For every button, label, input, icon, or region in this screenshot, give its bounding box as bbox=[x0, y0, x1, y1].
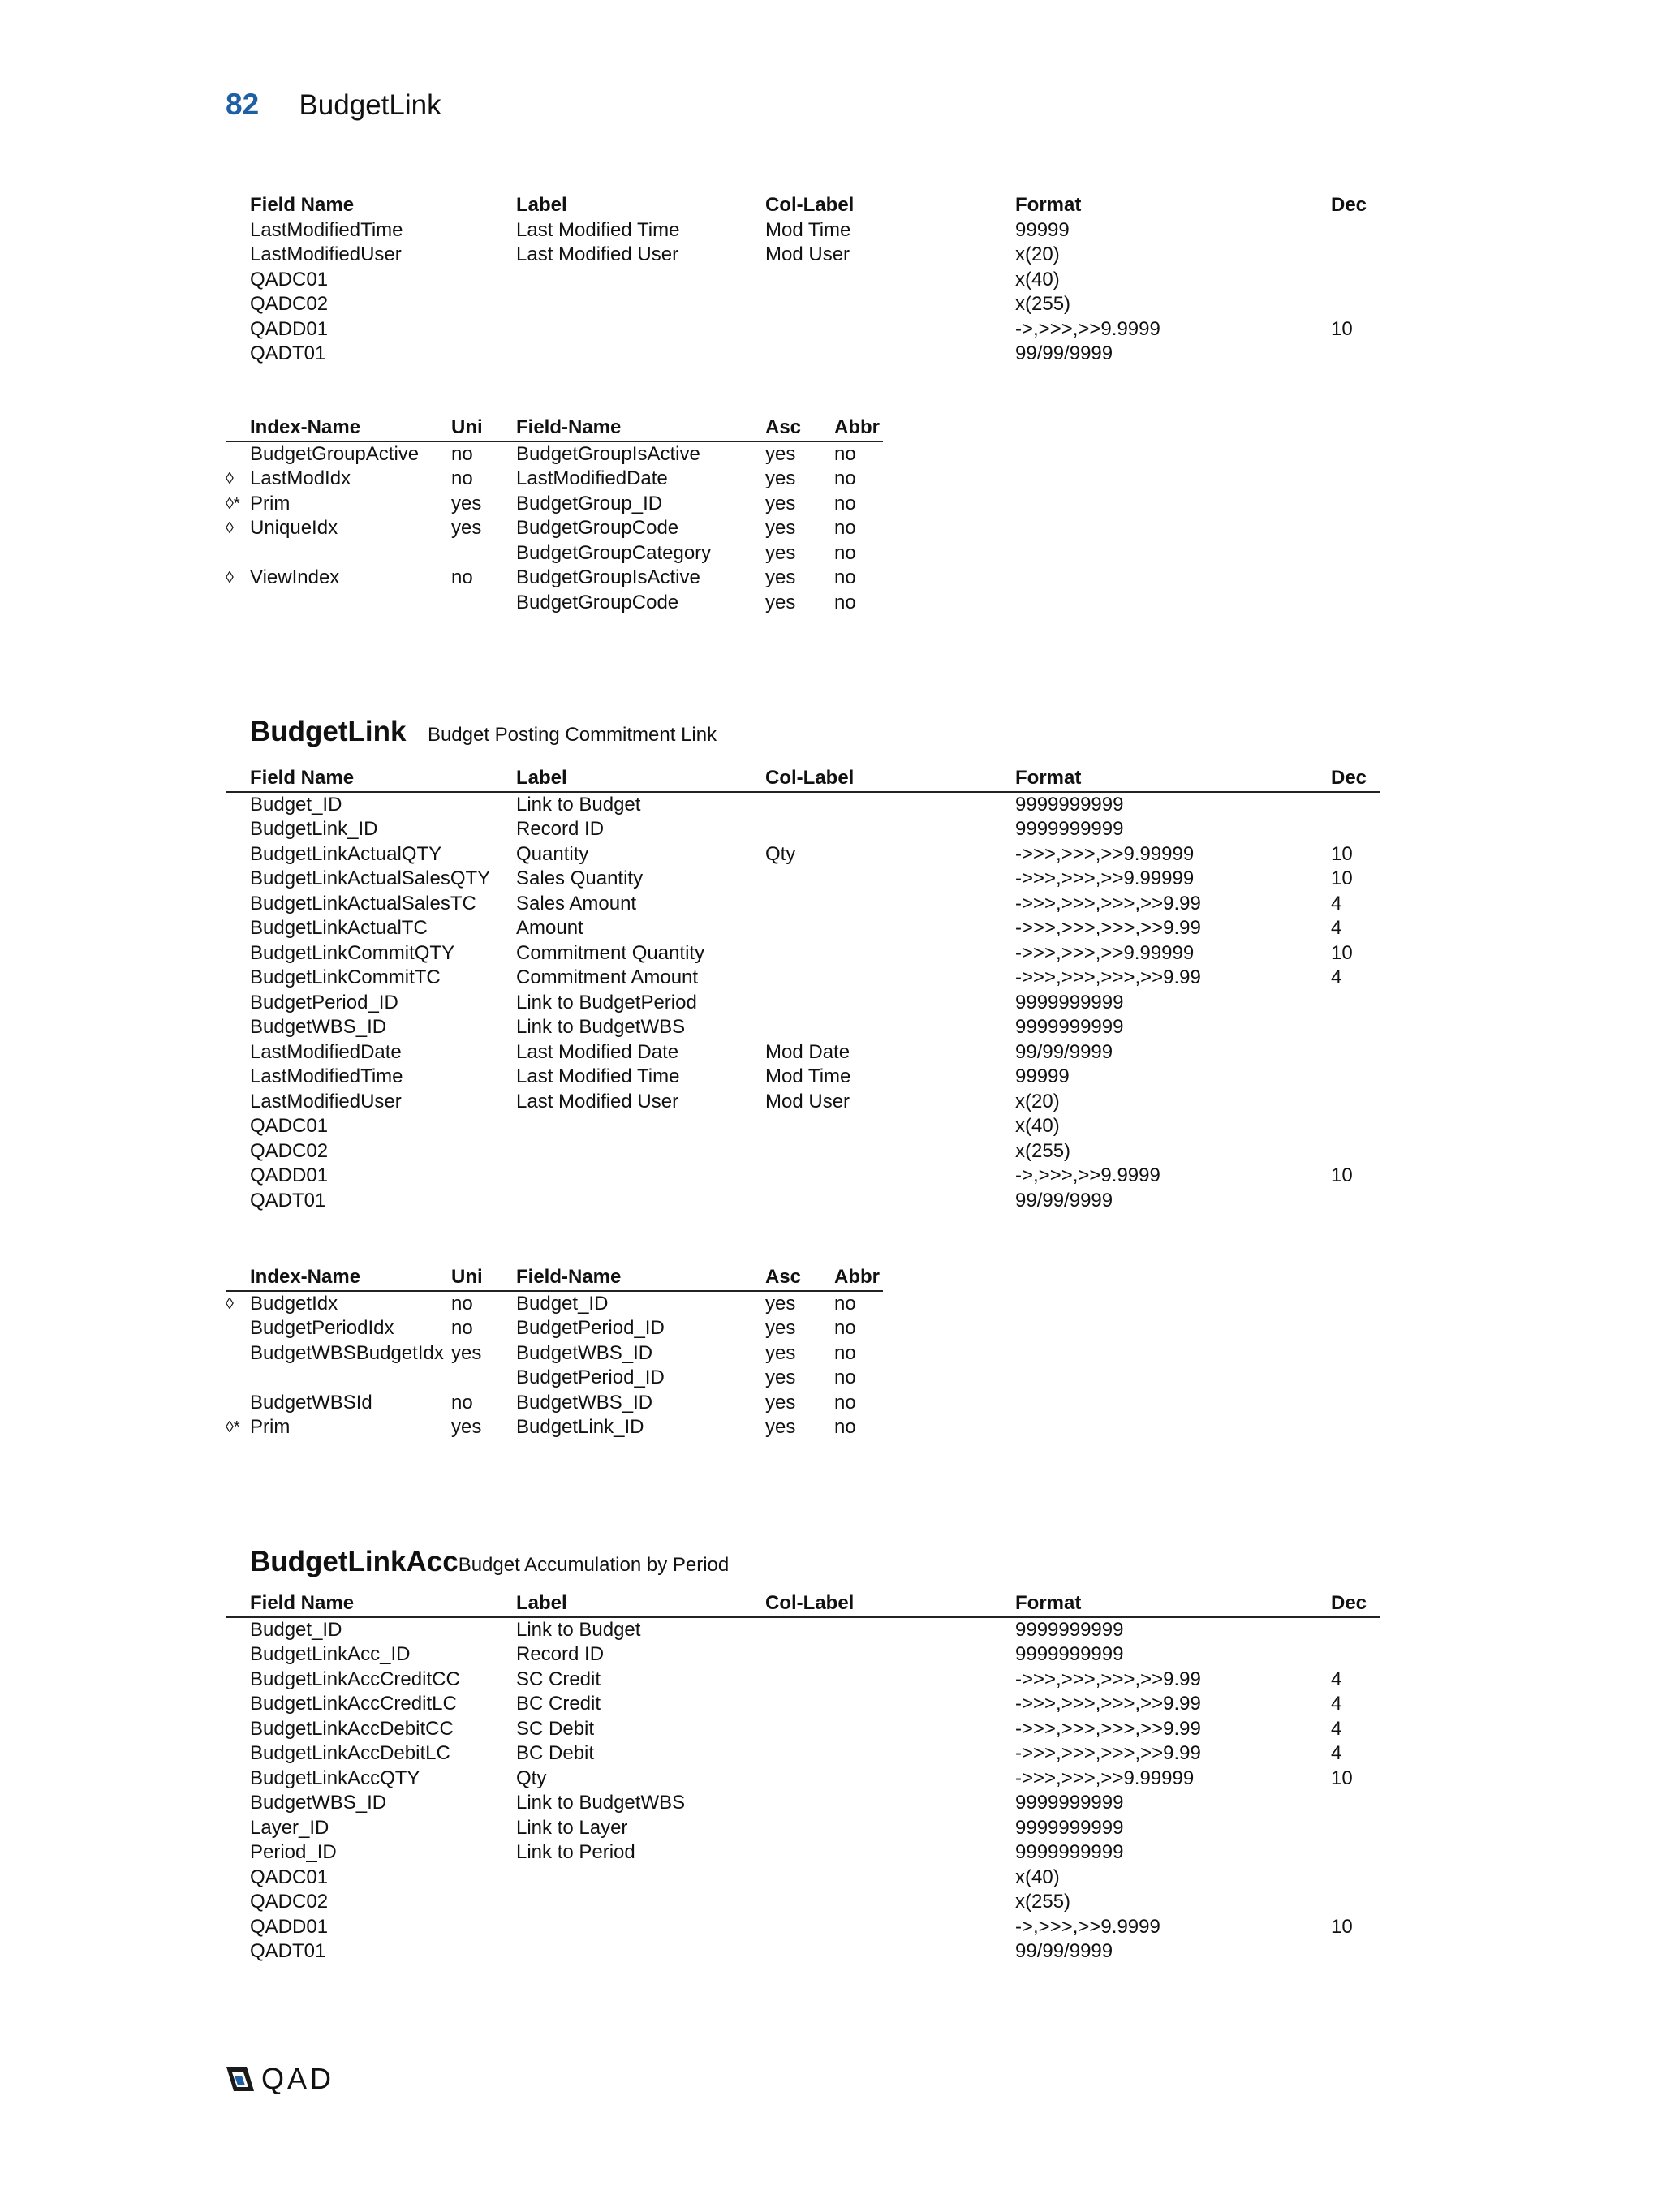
index-abbr: no bbox=[834, 566, 856, 588]
field-name: QADT01 bbox=[250, 1189, 326, 1211]
index-uni: yes bbox=[451, 517, 482, 539]
field-label: SC Debit bbox=[516, 1717, 595, 1740]
field-label: Link to BudgetWBS bbox=[516, 1792, 686, 1814]
field-format: ->>>,>>>,>>>,>>9.99 bbox=[1015, 966, 1201, 988]
table-row bbox=[226, 268, 1380, 293]
table-row bbox=[226, 467, 883, 492]
index-field-name: BudgetLink_ID bbox=[516, 1416, 644, 1438]
field-name: LastModifiedUser bbox=[250, 243, 402, 265]
index-name: BudgetIdx bbox=[250, 1292, 338, 1315]
field-col-label: Mod Date bbox=[765, 1040, 850, 1063]
header-col-label: Col-Label bbox=[765, 194, 855, 216]
field-format: 9999999999 bbox=[1015, 1841, 1124, 1863]
table-row bbox=[226, 1717, 1380, 1742]
field-dec: 10 bbox=[1331, 1915, 1353, 1938]
index-asc: yes bbox=[765, 566, 796, 588]
page-header bbox=[226, 88, 441, 122]
field-label: Link to Layer bbox=[516, 1816, 628, 1839]
field-format: 9999999999 bbox=[1015, 991, 1124, 1013]
field-name: BudgetLinkAcc_ID bbox=[250, 1643, 411, 1665]
table-row bbox=[226, 566, 883, 591]
field-format: ->>>,>>>,>>>,>>9.99 bbox=[1015, 1717, 1201, 1740]
index-abbr: no bbox=[834, 467, 856, 489]
table-row bbox=[226, 1189, 1380, 1214]
field-label: Last Modified Time bbox=[516, 218, 680, 241]
field-label: Last Modified User bbox=[516, 1090, 679, 1112]
field-format: ->,>>>,>>9.9999 bbox=[1015, 317, 1160, 340]
field-dec: 10 bbox=[1331, 867, 1353, 889]
section-title-budgetlink bbox=[250, 716, 717, 748]
index-asc: yes bbox=[765, 492, 796, 514]
index-table-header bbox=[226, 415, 883, 441]
field-name: Budget_ID bbox=[250, 1618, 342, 1641]
table-row bbox=[226, 317, 1380, 342]
index-uni: no bbox=[451, 1317, 473, 1339]
field-format: ->>>,>>>,>>>,>>9.99 bbox=[1015, 917, 1201, 939]
field-name: BudgetWBS_ID bbox=[250, 1016, 387, 1038]
header-abbr: Abbr bbox=[834, 416, 880, 438]
table-row bbox=[226, 1939, 1380, 1965]
field-format: ->,>>>,>>9.9999 bbox=[1015, 1164, 1160, 1186]
field-format: 99/99/9999 bbox=[1015, 1189, 1113, 1211]
field-label: Record ID bbox=[516, 1643, 605, 1665]
field-table-header bbox=[226, 766, 1380, 791]
index-uni: no bbox=[451, 566, 473, 588]
table-row bbox=[226, 1415, 883, 1440]
index-marker: ◊* bbox=[226, 1418, 240, 1436]
field-table-header bbox=[226, 193, 1380, 218]
field-format: x(255) bbox=[1015, 1139, 1071, 1162]
table-row bbox=[226, 1618, 1380, 1643]
field-name: BudgetLinkAccDebitLC bbox=[250, 1742, 450, 1764]
table-row bbox=[226, 1090, 1380, 1115]
table-row bbox=[226, 1767, 1380, 1792]
field-name: BudgetLinkAccCreditCC bbox=[250, 1668, 460, 1690]
table-description: Budget Accumulation by Period bbox=[458, 1554, 730, 1576]
index-field-name: BudgetPeriod_ID bbox=[516, 1366, 665, 1388]
field-table-header bbox=[226, 1591, 1380, 1616]
index-marker: ◊* bbox=[226, 494, 240, 513]
field-format: x(20) bbox=[1015, 243, 1060, 265]
field-rows bbox=[226, 1618, 1380, 1965]
section-title-budgetlinkacc bbox=[250, 1546, 729, 1578]
table-row bbox=[226, 991, 1380, 1016]
index-abbr: no bbox=[834, 492, 856, 514]
index-abbr: no bbox=[834, 1341, 856, 1364]
index-table-header bbox=[226, 1265, 883, 1290]
table-row bbox=[226, 1866, 1380, 1891]
table-row bbox=[226, 842, 1380, 867]
header-field-name: Field-Name bbox=[516, 1266, 622, 1288]
budgetlink-index-table bbox=[226, 1265, 883, 1440]
field-dec: 10 bbox=[1331, 1767, 1353, 1789]
field-label: Commitment Amount bbox=[516, 966, 699, 988]
index-asc: yes bbox=[765, 1366, 796, 1388]
table-row bbox=[226, 492, 883, 517]
field-label: SC Credit bbox=[516, 1668, 601, 1690]
field-col-label: Mod Time bbox=[765, 1065, 851, 1087]
field-dec: 10 bbox=[1331, 941, 1353, 964]
field-name: BudgetLink_ID bbox=[250, 818, 378, 840]
field-name: LastModifiedTime bbox=[250, 1065, 403, 1087]
index-asc: yes bbox=[765, 467, 796, 489]
index-abbr: no bbox=[834, 1366, 856, 1388]
qad-logo-text: QAD bbox=[261, 2062, 335, 2095]
top-field-table bbox=[226, 193, 1380, 367]
header-col-label: Col-Label bbox=[765, 767, 855, 789]
table-row bbox=[226, 941, 1380, 966]
field-dec: 10 bbox=[1331, 1164, 1353, 1186]
index-name: BudgetWBSBudgetIdx bbox=[250, 1341, 444, 1364]
index-name: BudgetPeriodIdx bbox=[250, 1317, 394, 1339]
table-row bbox=[226, 1890, 1380, 1915]
header-label: Label bbox=[516, 1592, 567, 1614]
table-row bbox=[226, 516, 883, 541]
budgetlink-field-table bbox=[226, 766, 1380, 1213]
field-name: QADC02 bbox=[250, 1139, 329, 1162]
field-label: Qty bbox=[516, 1767, 547, 1789]
field-name: QADT01 bbox=[250, 1940, 326, 1962]
field-label: Link to BudgetWBS bbox=[516, 1016, 686, 1038]
index-uni: no bbox=[451, 1391, 473, 1414]
field-format: 99/99/9999 bbox=[1015, 342, 1113, 364]
index-name: BudgetGroupActive bbox=[250, 442, 420, 465]
table-row bbox=[226, 793, 1380, 818]
field-name: BudgetLinkCommitTC bbox=[250, 966, 441, 988]
field-name: BudgetLinkActualQTY bbox=[250, 842, 442, 865]
table-row bbox=[226, 1341, 883, 1366]
table-row bbox=[226, 591, 883, 616]
index-name: Prim bbox=[250, 1416, 291, 1438]
field-name: QADC01 bbox=[250, 268, 329, 290]
header-dec: Dec bbox=[1331, 1592, 1367, 1614]
header-dec: Dec bbox=[1331, 767, 1367, 789]
index-field-name: BudgetGroupCode bbox=[516, 517, 679, 539]
field-name: LastModifiedTime bbox=[250, 218, 403, 241]
header-format: Format bbox=[1015, 767, 1082, 789]
index-asc: yes bbox=[765, 1317, 796, 1339]
top-index-table bbox=[226, 415, 883, 615]
field-label: Link to Budget bbox=[516, 793, 641, 816]
header-field-name: Field Name bbox=[250, 194, 355, 216]
index-field-name: Budget_ID bbox=[516, 1292, 609, 1315]
field-format: 99999 bbox=[1015, 1065, 1070, 1087]
field-name: QADC02 bbox=[250, 293, 329, 315]
header-uni: Uni bbox=[451, 416, 483, 438]
table-row bbox=[226, 1139, 1380, 1164]
field-label: Commitment Quantity bbox=[516, 941, 705, 964]
header-uni: Uni bbox=[451, 1266, 483, 1288]
index-asc: yes bbox=[765, 591, 796, 613]
table-row bbox=[226, 1040, 1380, 1065]
table-name: BudgetLink bbox=[250, 716, 407, 747]
header-asc: Asc bbox=[765, 416, 802, 438]
header-field-name: Field Name bbox=[250, 1592, 355, 1614]
field-label: BC Credit bbox=[516, 1693, 601, 1715]
field-format: 9999999999 bbox=[1015, 1618, 1124, 1641]
field-format: 9999999999 bbox=[1015, 818, 1124, 840]
field-name: BudgetLinkActualTC bbox=[250, 917, 428, 939]
field-rows bbox=[226, 218, 1380, 367]
field-format: x(40) bbox=[1015, 268, 1060, 290]
index-uni: no bbox=[451, 467, 473, 489]
qad-logo-mark-icon bbox=[224, 2064, 256, 2094]
index-name: Prim bbox=[250, 492, 291, 514]
field-name: QADD01 bbox=[250, 1164, 329, 1186]
field-format: 99/99/9999 bbox=[1015, 1040, 1113, 1063]
field-format: 99999 bbox=[1015, 218, 1070, 241]
field-format: ->,>>>,>>9.9999 bbox=[1015, 1915, 1160, 1938]
table-row bbox=[226, 218, 1380, 243]
index-abbr: no bbox=[834, 591, 856, 613]
table-row bbox=[226, 1816, 1380, 1841]
index-field-name: BudgetGroupIsActive bbox=[516, 442, 700, 465]
index-marker: ◊ bbox=[226, 1294, 234, 1313]
index-asc: yes bbox=[765, 1292, 796, 1315]
field-format: 9999999999 bbox=[1015, 793, 1124, 816]
page-title: BudgetLink bbox=[299, 89, 441, 121]
table-row bbox=[226, 966, 1380, 991]
header-index-name: Index-Name bbox=[250, 1266, 361, 1288]
index-asc: yes bbox=[765, 1416, 796, 1438]
field-name: BudgetLinkActualSalesTC bbox=[250, 892, 476, 914]
table-row bbox=[226, 817, 1380, 842]
index-name: BudgetWBSId bbox=[250, 1391, 372, 1414]
field-format: x(255) bbox=[1015, 1891, 1071, 1913]
header-label: Label bbox=[516, 194, 567, 216]
field-name: QADD01 bbox=[250, 1915, 329, 1938]
field-name: Period_ID bbox=[250, 1841, 337, 1863]
header-abbr: Abbr bbox=[834, 1266, 880, 1288]
table-row bbox=[226, 1366, 883, 1391]
header-dec: Dec bbox=[1331, 194, 1367, 216]
table-row bbox=[226, 541, 883, 566]
field-format: x(20) bbox=[1015, 1090, 1060, 1112]
index-abbr: no bbox=[834, 1391, 856, 1414]
field-dec: 4 bbox=[1331, 1668, 1342, 1690]
field-format: 9999999999 bbox=[1015, 1816, 1124, 1839]
field-format: 9999999999 bbox=[1015, 1792, 1124, 1814]
index-uni: yes bbox=[451, 492, 482, 514]
field-col-label: Mod User bbox=[765, 243, 850, 265]
field-name: QADD01 bbox=[250, 317, 329, 340]
field-label: BC Debit bbox=[516, 1742, 595, 1764]
header-col-label: Col-Label bbox=[765, 1592, 855, 1614]
header-field-name: Field Name bbox=[250, 767, 355, 789]
field-rows bbox=[226, 793, 1380, 1214]
field-format: ->>>,>>>,>>9.99999 bbox=[1015, 867, 1195, 889]
field-label: Quantity bbox=[516, 842, 589, 865]
index-asc: yes bbox=[765, 517, 796, 539]
field-label: Record ID bbox=[516, 818, 605, 840]
field-name: QADC01 bbox=[250, 1115, 329, 1137]
field-label: Link to BudgetPeriod bbox=[516, 991, 697, 1013]
field-format: 9999999999 bbox=[1015, 1643, 1124, 1665]
header-format: Format bbox=[1015, 1592, 1082, 1614]
field-label: Link to Period bbox=[516, 1841, 635, 1863]
field-format: ->>>,>>>,>>>,>>9.99 bbox=[1015, 892, 1201, 914]
index-abbr: no bbox=[834, 541, 856, 564]
index-abbr: no bbox=[834, 1416, 856, 1438]
field-label: Last Modified User bbox=[516, 243, 679, 265]
index-field-name: BudgetWBS_ID bbox=[516, 1391, 653, 1414]
table-description: Budget Posting Commitment Link bbox=[427, 724, 717, 746]
field-label: Sales Quantity bbox=[516, 867, 644, 889]
field-name: Budget_ID bbox=[250, 793, 342, 816]
field-format: 9999999999 bbox=[1015, 1016, 1124, 1038]
table-row bbox=[226, 1642, 1380, 1668]
field-dec: 4 bbox=[1331, 1717, 1342, 1740]
field-dec: 4 bbox=[1331, 966, 1342, 988]
index-marker: ◊ bbox=[226, 519, 234, 537]
header-index-name: Index-Name bbox=[250, 416, 361, 438]
table-row bbox=[226, 1164, 1380, 1189]
table-row bbox=[226, 916, 1380, 941]
header-label: Label bbox=[516, 767, 567, 789]
header-asc: Asc bbox=[765, 1266, 802, 1288]
field-label: Link to Budget bbox=[516, 1618, 641, 1641]
header-field-name: Field-Name bbox=[516, 416, 622, 438]
field-dec: 10 bbox=[1331, 842, 1353, 865]
table-row bbox=[226, 1015, 1380, 1040]
table-row bbox=[226, 892, 1380, 917]
index-marker: ◊ bbox=[226, 470, 234, 488]
table-row bbox=[226, 292, 1380, 317]
table-row bbox=[226, 1391, 883, 1416]
field-name: LastModifiedDate bbox=[250, 1040, 402, 1063]
table-row bbox=[226, 1741, 1380, 1767]
index-uni: no bbox=[451, 442, 473, 465]
field-dec: 4 bbox=[1331, 917, 1342, 939]
field-format: x(40) bbox=[1015, 1115, 1060, 1137]
field-dec: 4 bbox=[1331, 1693, 1342, 1715]
field-format: x(40) bbox=[1015, 1866, 1060, 1888]
field-format: 99/99/9999 bbox=[1015, 1940, 1113, 1962]
index-abbr: no bbox=[834, 1317, 856, 1339]
index-name: ViewIndex bbox=[250, 566, 340, 588]
table-row bbox=[226, 1065, 1380, 1090]
table-row bbox=[226, 442, 883, 467]
table-row bbox=[226, 1840, 1380, 1866]
index-field-name: BudgetGroupIsActive bbox=[516, 566, 700, 588]
page-number: 82 bbox=[226, 88, 260, 121]
field-name: BudgetLinkAccCreditLC bbox=[250, 1693, 457, 1715]
field-format: ->>>,>>>,>>>,>>9.99 bbox=[1015, 1693, 1201, 1715]
field-dec: 10 bbox=[1331, 317, 1353, 340]
field-col-label: Mod Time bbox=[765, 218, 851, 241]
index-uni: no bbox=[451, 1292, 473, 1315]
table-row bbox=[226, 1791, 1380, 1816]
field-label: Last Modified Time bbox=[516, 1065, 680, 1087]
table-row bbox=[226, 243, 1380, 268]
header-format: Format bbox=[1015, 194, 1082, 216]
table-row bbox=[226, 1915, 1380, 1940]
field-name: BudgetLinkAccDebitCC bbox=[250, 1717, 454, 1740]
index-uni: yes bbox=[451, 1416, 482, 1438]
field-format: ->>>,>>>,>>>,>>9.99 bbox=[1015, 1668, 1201, 1690]
index-rows bbox=[226, 1292, 883, 1440]
table-row bbox=[226, 1316, 883, 1341]
field-format: x(255) bbox=[1015, 293, 1071, 315]
table-row bbox=[226, 342, 1380, 367]
table-name: BudgetLinkAcc bbox=[250, 1546, 459, 1577]
qad-logo bbox=[224, 2062, 334, 2096]
field-label: Amount bbox=[516, 917, 583, 939]
index-field-name: BudgetGroupCategory bbox=[516, 541, 712, 564]
index-asc: yes bbox=[765, 541, 796, 564]
index-rows bbox=[226, 442, 883, 616]
index-uni: yes bbox=[451, 1341, 482, 1364]
table-row bbox=[226, 1692, 1380, 1717]
index-name: UniqueIdx bbox=[250, 517, 338, 539]
field-label: Last Modified Date bbox=[516, 1040, 679, 1063]
table-row bbox=[226, 1292, 883, 1317]
field-format: ->>>,>>>,>>9.99999 bbox=[1015, 941, 1195, 964]
index-field-name: LastModifiedDate bbox=[516, 467, 668, 489]
index-field-name: BudgetGroup_ID bbox=[516, 492, 663, 514]
index-asc: yes bbox=[765, 1391, 796, 1414]
index-field-name: BudgetWBS_ID bbox=[516, 1341, 653, 1364]
field-format: ->>>,>>>,>>9.99999 bbox=[1015, 1767, 1195, 1789]
field-name: BudgetLinkCommitQTY bbox=[250, 941, 455, 964]
field-name: BudgetPeriod_ID bbox=[250, 991, 398, 1013]
index-abbr: no bbox=[834, 442, 856, 465]
field-label: Sales Amount bbox=[516, 892, 637, 914]
index-marker: ◊ bbox=[226, 569, 234, 587]
index-asc: yes bbox=[765, 442, 796, 465]
index-field-name: BudgetGroupCode bbox=[516, 591, 679, 613]
field-format: ->>>,>>>,>>>,>>9.99 bbox=[1015, 1742, 1201, 1764]
field-dec: 4 bbox=[1331, 892, 1342, 914]
index-field-name: BudgetPeriod_ID bbox=[516, 1317, 665, 1339]
field-name: QADC02 bbox=[250, 1891, 329, 1913]
index-asc: yes bbox=[765, 1341, 796, 1364]
table-row bbox=[226, 1668, 1380, 1693]
field-dec: 4 bbox=[1331, 1742, 1342, 1764]
field-name: QADC01 bbox=[250, 1866, 329, 1888]
index-abbr: no bbox=[834, 517, 856, 539]
field-col-label: Qty bbox=[765, 842, 796, 865]
index-abbr: no bbox=[834, 1292, 856, 1315]
field-format: ->>>,>>>,>>9.99999 bbox=[1015, 842, 1195, 865]
field-name: Layer_ID bbox=[250, 1816, 329, 1839]
field-name: BudgetWBS_ID bbox=[250, 1792, 387, 1814]
budgetlinkacc-field-table bbox=[226, 1591, 1380, 1965]
field-col-label: Mod User bbox=[765, 1090, 850, 1112]
field-name: QADT01 bbox=[250, 342, 326, 364]
field-name: BudgetLinkActualSalesQTY bbox=[250, 867, 491, 889]
table-row bbox=[226, 1114, 1380, 1139]
index-name: LastModIdx bbox=[250, 467, 351, 489]
table-row bbox=[226, 867, 1380, 892]
field-name: BudgetLinkAccQTY bbox=[250, 1767, 420, 1789]
field-name: LastModifiedUser bbox=[250, 1090, 402, 1112]
